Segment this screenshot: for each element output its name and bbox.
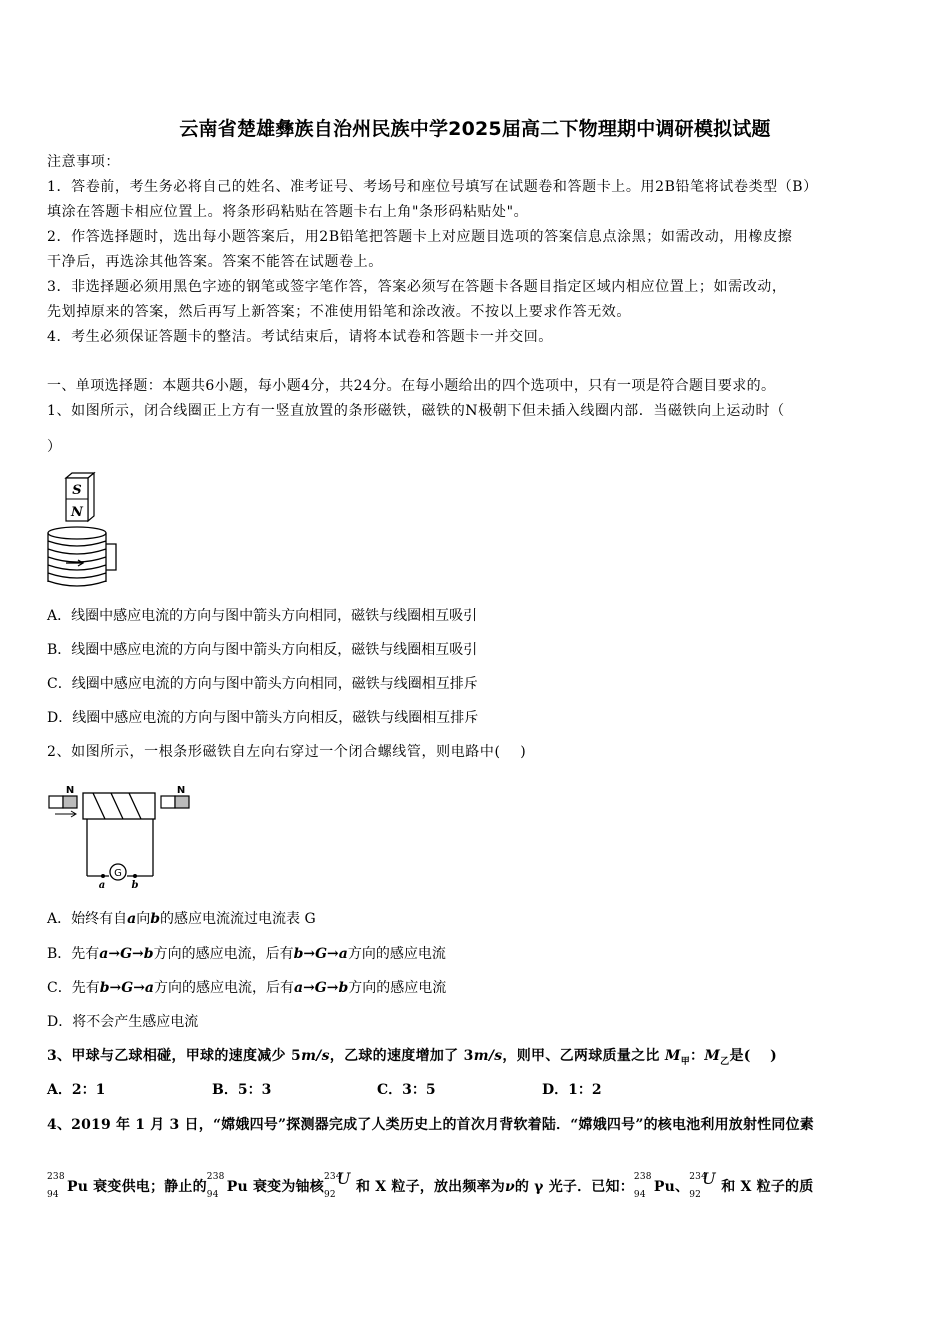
option-text: 方向的感应电流，后有: [154, 980, 294, 996]
right-magnet: [161, 785, 189, 808]
subscript-yi: 乙: [720, 1056, 730, 1067]
stem-text: 是( ): [729, 1048, 778, 1064]
mass-number: 234: [323, 1172, 342, 1182]
question-1-option-c[interactable]: C．线圈中感应电流的方向与图中箭头方向相同，磁铁与线圈相互排斥: [47, 676, 478, 692]
option-text: B．先有: [47, 946, 100, 962]
question-1-option-b[interactable]: B．线圈中感应电流的方向与图中箭头方向相反，磁铁与线圈相互吸引: [47, 642, 478, 658]
u-isotope-symbol: [323, 1169, 356, 1200]
stem-text: Pu 衰变供电；静止的: [67, 1179, 207, 1195]
pu-isotope-symbol: [47, 1172, 67, 1200]
mass-number: 234: [689, 1172, 707, 1182]
notice-heading: 注意事项：: [47, 154, 120, 170]
question-2-option-c[interactable]: [47, 976, 446, 1000]
stem-text: ，则甲、乙两球质量之比: [502, 1048, 665, 1064]
u-isotope-symbol: [689, 1169, 721, 1200]
question-1-option-a[interactable]: A．线圈中感应电流的方向与图中箭头方向相同，磁铁与线圈相互吸引: [47, 608, 478, 624]
current-path: a→G→b: [99, 946, 154, 962]
magnet-s-label: S: [72, 483, 82, 498]
option-text: A．始终有自: [47, 911, 128, 927]
question-3-option-c[interactable]: C．3：5: [377, 1082, 436, 1098]
unit: m/s: [301, 1048, 330, 1064]
notice-line: 填涂在答题卡相应位置上。将条形码粘贴在答题卡右上角"条形码粘贴处"。: [47, 204, 529, 220]
atomic-number: 94: [206, 1190, 219, 1200]
mass-number: 238: [633, 1172, 652, 1182]
option-text: C．先有: [47, 980, 100, 996]
magnet-n-label: N: [71, 505, 83, 520]
question-2-option-d[interactable]: D．将不会产生感应电流: [47, 1014, 199, 1030]
stem-text: ：: [690, 1048, 705, 1064]
coil: [48, 527, 116, 586]
question-3-option-d[interactable]: D．1：2: [542, 1082, 602, 1098]
atomic-number: 92: [689, 1190, 702, 1200]
question-2-option-b[interactable]: [47, 942, 446, 966]
stem-text: Pu、: [653, 1179, 690, 1195]
uranium-symbol: U: [702, 1169, 716, 1188]
notice-line: 1．答卷前，考生务必将自己的姓名、准考证号、考场号和座位号填写在试题卷和答题卡上。用2B铅笔将试卷类型（B）: [47, 179, 818, 195]
atomic-number: 92: [323, 1190, 336, 1200]
question-1-stem: 1、如图所示，闭合线圈正上方有一竖直放置的条形磁铁，磁铁的N极朝下但未插入线圈内部．当磁铁向上运动时（: [47, 403, 785, 419]
current-path: b→G→a: [99, 980, 154, 996]
option-text: 方向的感应电流: [347, 946, 446, 962]
right-magnet-n-label: N: [176, 785, 186, 796]
question-1-option-d[interactable]: D．线圈中感应电流的方向与图中箭头方向相反，磁铁与线圈相互排斥: [47, 710, 479, 726]
stem-text: Pu 衰变为铀核: [226, 1179, 324, 1195]
question-4-stem: 4、2019 年 1 月 3 日，“嫦娥四号”探测器完成了人类历史上的首次月背软着陆．“嫦娥四号”的核电池利用放射性同位素: [47, 1117, 814, 1133]
stem-text: ，乙球的速度增加了 3: [329, 1048, 474, 1064]
subscript-jia: 甲: [680, 1056, 691, 1067]
question-3-option-b[interactable]: B．5：3: [212, 1082, 272, 1098]
left-magnet-n-label: N: [65, 785, 75, 796]
section-heading: 一、单项选择题：本题共6小题，每小题4分，共24分。在每小题给出的四个选项中，只有一项是符合题目要求的。: [47, 378, 776, 394]
frequency-symbol: ν: [504, 1179, 515, 1195]
notice-line: 3．非选择题必须用黑色字迹的钢笔或签字笔作答，答案必须写在答题卡各题目指定区域内相应位置上；如需改动，: [47, 279, 787, 295]
question-2-option-a[interactable]: [47, 907, 316, 931]
solenoid: [83, 793, 155, 880]
mass-number: 238: [47, 1172, 65, 1182]
terminal-b-label: b: [131, 880, 139, 890]
magnet-coil-figure: [40, 470, 130, 592]
bar-magnet: [66, 473, 94, 521]
stem-text: 的 γ 光子．已知：: [514, 1179, 634, 1195]
stem-text: 3、甲球与乙球相碰，甲球的速度减少 5: [47, 1048, 302, 1064]
page-title: 云南省楚雄彝族自治州民族中学2025届高二下物理期中调研模拟试题: [179, 118, 771, 140]
option-text: 的感应电流流过电流表 G: [160, 911, 316, 927]
question-1-stem-end: ）: [47, 439, 62, 455]
left-magnet: [49, 785, 77, 817]
unit: m/s: [473, 1048, 503, 1064]
current-path: a→G→b: [294, 980, 349, 996]
option-text: 向: [136, 911, 151, 927]
atomic-number: 94: [47, 1190, 59, 1200]
symbol-a: a: [127, 911, 137, 927]
mass-number: 238: [206, 1172, 225, 1182]
atomic-number: 94: [633, 1190, 646, 1200]
current-path: b→G→a: [293, 946, 348, 962]
notice-line: 2．作答选择题时，选出每小题答案后，用2B铅笔把答题卡上对应题目选项的答案信息点涂黑；如需改动，用橡皮擦: [47, 229, 793, 245]
uranium-symbol: U: [336, 1169, 351, 1188]
terminal-a-label: a: [98, 880, 106, 890]
stem-text: 和 X 粒子的质: [721, 1179, 814, 1195]
notice-line: 4．考生必须保证答题卡的整洁。考试结束后，请将本试卷和答题卡一并交回。: [47, 329, 553, 345]
notice-line: 干净后，再选涂其他答案。答案不能答在试题卷上。: [47, 254, 383, 270]
question-3-option-a[interactable]: A．2：1: [47, 1082, 106, 1098]
symbol-b: b: [150, 911, 160, 927]
notice-line: 先划掉原来的答案，然后再写上新答案；不准使用铅笔和涂改液。不按以上要求作答无效。: [47, 304, 631, 320]
option-text: 方向的感应电流: [348, 980, 447, 996]
galvanometer-label: G: [114, 868, 122, 879]
question-3-stem: [47, 1044, 907, 1074]
mass-symbol: M: [704, 1048, 721, 1064]
pu-isotope-symbol: [206, 1172, 227, 1200]
mass-symbol: M: [664, 1048, 681, 1064]
solenoid-circuit-figure: [45, 782, 195, 890]
question-2-stem: 2、如图所示，一根条形磁铁自左向右穿过一个闭合螺线管，则电路中( ): [47, 744, 527, 760]
option-text: 方向的感应电流，后有: [153, 946, 294, 962]
pu-isotope-symbol: [633, 1172, 654, 1200]
question-4-stem-continued: [47, 1169, 907, 1200]
stem-text: 和 X 粒子，放出频率为: [355, 1179, 505, 1195]
